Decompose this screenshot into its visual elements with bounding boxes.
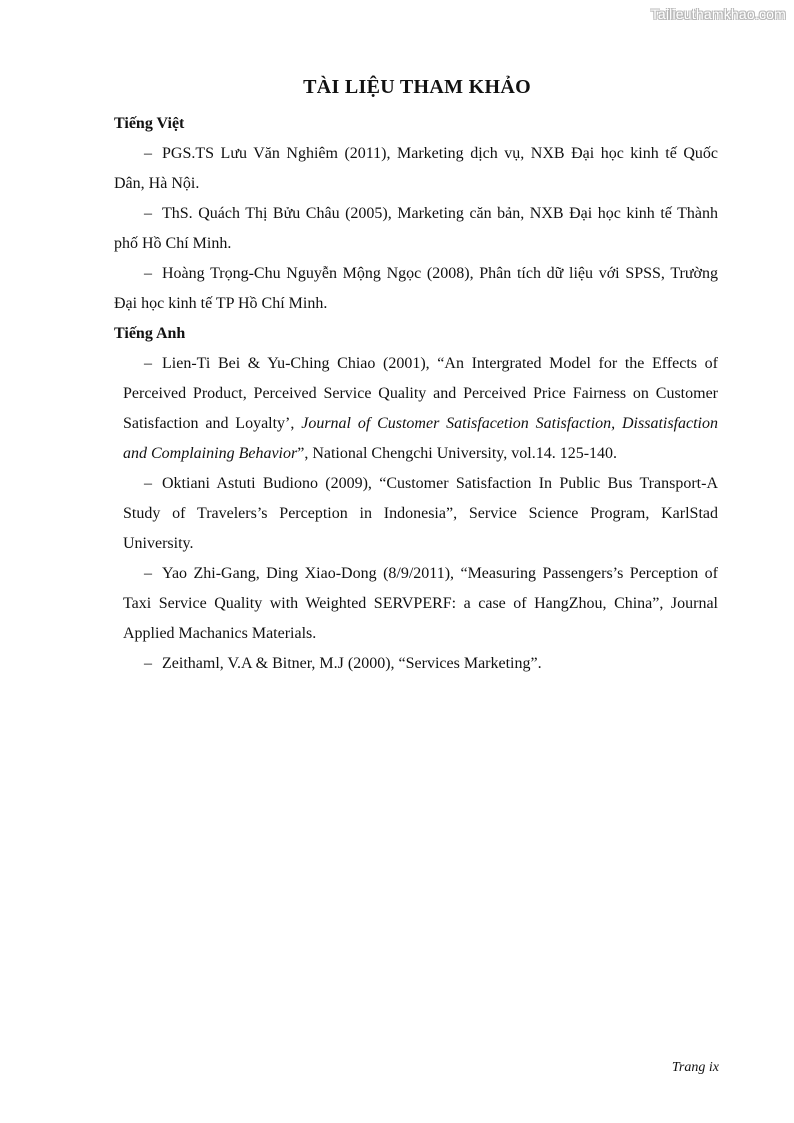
dash-bullet: – <box>144 565 152 582</box>
section-heading-english: Tiếng Anh <box>114 325 186 342</box>
section-heading-vietnamese: Tiếng Việt <box>114 115 185 132</box>
reference-item <box>114 649 718 679</box>
page-number: Trang ix <box>671 1060 719 1075</box>
reference-text: Oktiani Astuti Budiono (2009), “Customer Satisfaction In Public Bus Transport-A Study of Travelers’s Perception in Indonesia”, Service Science Program, KarlStad University. <box>123 475 718 552</box>
watermark: Tailieuthamkhao.com <box>650 6 786 22</box>
dash-bullet: – <box>144 205 152 222</box>
reference-text: Yao Zhi-Gang, Ding Xiao-Dong (8/9/2011), “Measuring Passengers’s Perception of Taxi Service Quality with Weighted SERVPERF: a case of HangZhou, China”, Journal Applied Machanics Materials. <box>123 565 718 642</box>
reference-text: PGS.TS Lưu Văn Nghiêm (2011), Marketing dịch vụ, NXB Đại học kinh tế Quốc Dân, Hà Nội. <box>114 145 718 192</box>
dash-bullet: – <box>144 475 152 492</box>
reference-item <box>114 199 718 259</box>
reference-text: ”, National Chengchi University, vol.14. 125-140. <box>297 445 618 462</box>
reference-item <box>114 349 718 469</box>
references-body <box>114 109 718 679</box>
dash-bullet: – <box>144 355 152 372</box>
reference-item <box>114 559 718 649</box>
reference-text: Lien-Ti Bei & Yu-Ching Chiao (2001), “An Intergrated Model for the Effects of Perceived Product, Perceived Service Quality and Perceived Price Fairness on Customer Satisfaction and Loyalty’, <box>123 355 718 432</box>
dash-bullet: – <box>144 655 152 672</box>
dash-bullet: – <box>144 145 152 162</box>
reference-item <box>114 139 718 199</box>
reference-text: Zeithaml, V.A & Bitner, M.J (2000), “Services Marketing”. <box>162 655 542 672</box>
journal-title: Journal of Customer Satisfacetion Satisfaction, Dissatisfaction and Complaining Behavior <box>123 415 719 462</box>
reference-item <box>114 259 718 319</box>
reference-text: ThS. Quách Thị Bửu Châu (2005), Marketing căn bản, NXB Đại học kinh tế Thành phố Hồ Chí Minh. <box>114 205 718 252</box>
reference-text: Hoàng Trọng-Chu Nguyễn Mộng Ngọc (2008), Phân tích dữ liệu với SPSS, Trường Đại học kinh tế TP Hồ Chí Minh. <box>114 265 718 312</box>
dash-bullet: – <box>144 265 152 282</box>
reference-item <box>114 469 718 559</box>
page-title: TÀI LIỆU THAM KHẢO <box>303 76 531 98</box>
